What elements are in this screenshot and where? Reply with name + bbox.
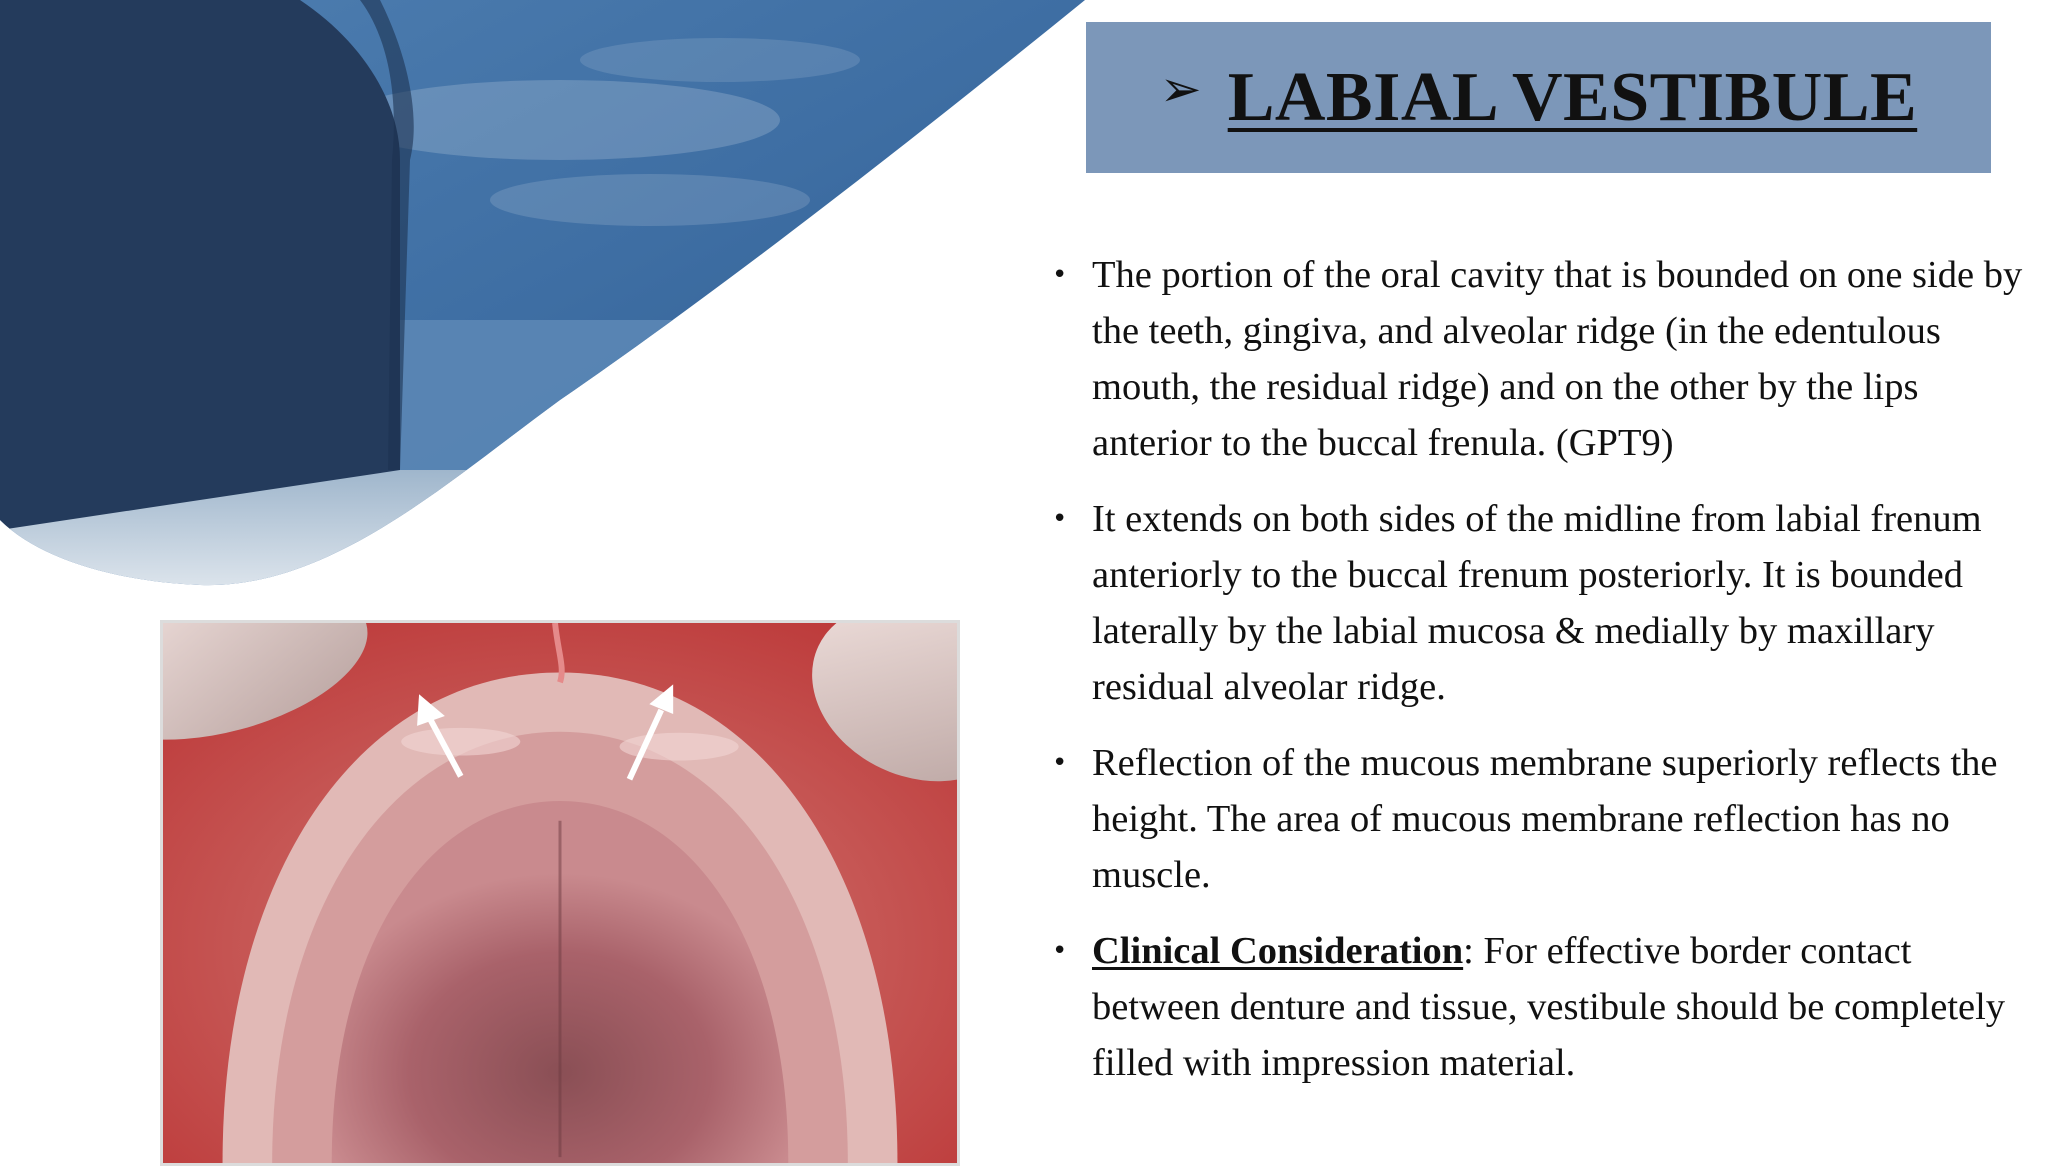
dot-bullet-icon: • (1052, 748, 1068, 778)
bullet-item (1052, 247, 2032, 471)
dot-bullet-icon: • (1052, 936, 1068, 966)
arrowhead-bullet-icon: ➢ (1159, 59, 1202, 118)
dot-bullet-icon: • (1052, 504, 1068, 534)
clinical-photo (160, 620, 960, 1166)
bullet-list (1052, 247, 2032, 1111)
bullet-text: Reflection of the mucous membrane superiorly reflects the height. The area of mucous membrane reflection has no muscle. (1092, 742, 1998, 896)
decorative-background-art (0, 0, 1090, 600)
dot-bullet-icon: • (1052, 260, 1068, 290)
bullet-item (1052, 735, 2032, 903)
bullet-text: The portion of the oral cavity that is bounded on one side by the teeth, gingiva, and alveolar ridge (in the edentulous mouth, the residual ridge) and on the other by the lips anterior to the buccal frenula. (GPT9) (1092, 254, 2023, 464)
bullet-text: : For effective border contact between denture and tissue, vestibule should be completely filled with impression material. (1092, 930, 2006, 1084)
bullet-item (1052, 923, 2032, 1091)
title-banner (1086, 22, 1991, 173)
bullet-item (1052, 491, 2032, 715)
clinical-consideration-label: Clinical Consideration (1092, 930, 1464, 972)
bullet-text: It extends on both sides of the midline from labial frenum anteriorly to the buccal frenum posteriorly. It is bounded laterally by the labial mucosa & medially by maxillary residual alveolar ridge. (1092, 498, 1982, 708)
slide-title: LABIAL VESTIBULE (1227, 58, 1918, 136)
